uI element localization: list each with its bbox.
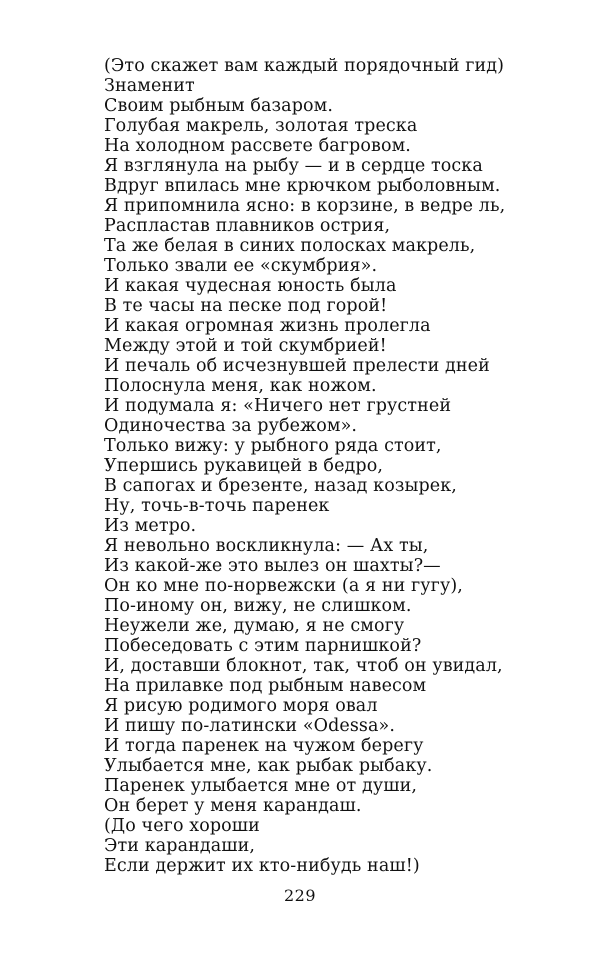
poem-line: В те часы на песке под горой! [104, 296, 388, 316]
poem-line: Только вижу: у рыбного ряда стоит, [104, 436, 442, 456]
poem-line: Неужели же, думаю, я не смогу [104, 616, 405, 636]
poem-line: Из метро. [104, 516, 197, 536]
poem-line: Распластав плавников острия, [104, 216, 391, 236]
poem-line: И пишу по-латински «Odessa». [104, 716, 395, 736]
poem-line: И подумала я: «Ничего нет грустней [104, 396, 452, 416]
poem-line: И, доставши блокнот, так, чтоб он увидал, [104, 656, 503, 676]
poem-line: Полоснула меня, как ножом. [104, 376, 377, 396]
poem-line: Ну, точь-в-точь паренек [104, 496, 330, 516]
poem-line: И печаль об исчезнувшей прелести дней [104, 356, 490, 376]
poem-line: И какая чудесная юность была [104, 276, 397, 296]
poem-line: Он ко мне по-норвежски (а я ни гугу), [104, 576, 463, 596]
page-number: 229 [283, 886, 317, 905]
poem-line: Эти карандаши, [104, 836, 256, 856]
poem-line: (Это скажет вам каждый порядочный гид) [104, 56, 505, 76]
poem-line: В сапогах и брезенте, назад козырек, [104, 476, 457, 496]
poem-line: Из какой-же это вылез он шахты?— [104, 556, 441, 576]
poem-text [104, 56, 544, 876]
poem-line: По-иному он, вижу, не слишком. [104, 596, 412, 616]
poem-line: Я невольно воскликнула: — Ах ты, [104, 536, 429, 556]
poem-line: И какая огромная жизнь пролегла [104, 316, 431, 336]
poem-line: Я припомнила ясно: в корзине, в ведре ль, [104, 196, 506, 216]
poem-line: И тогда паренек на чужом берегу [104, 736, 424, 756]
poem-line: На холодном рассвете багровом. [104, 136, 411, 156]
poem-line: Вдруг впилась мне крючком рыболовным. [104, 176, 501, 196]
poem-line: Паренек улыбается мне от души, [104, 776, 418, 796]
poem-line: Своим рыбным базаром. [104, 96, 334, 116]
poem-line: На прилавке под рыбным навесом [104, 676, 427, 696]
poem-line: Знаменит [104, 76, 195, 96]
poem-line: Улыбается мне, как рыбак рыбаку. [104, 756, 433, 776]
poem-line: Я взглянула на рыбу — и в сердце тоска [104, 156, 483, 176]
poem-line: Если держит их кто-нибудь наш!) [104, 856, 420, 876]
poem-line: Только звали ее «скумбрия». [104, 256, 378, 276]
poem-line: Побеседовать с этим парнишкой? [104, 636, 422, 656]
poem-line: Он берет у меня карандаш. [104, 796, 362, 816]
poem-line: Голубая макрель, золотая треска [104, 116, 418, 136]
poem-line: Упершись рукавицей в бедро, [104, 456, 383, 476]
poem-line: Между этой и той скумбрией! [104, 336, 387, 356]
poem-line: (До чего хороши [104, 816, 260, 836]
poem-line: Одиночества за рубежом». [104, 416, 358, 436]
poem-line: Та же белая в синих полосках макрель, [104, 236, 476, 256]
poem-line: Я рисую родимого моря овал [104, 696, 378, 716]
